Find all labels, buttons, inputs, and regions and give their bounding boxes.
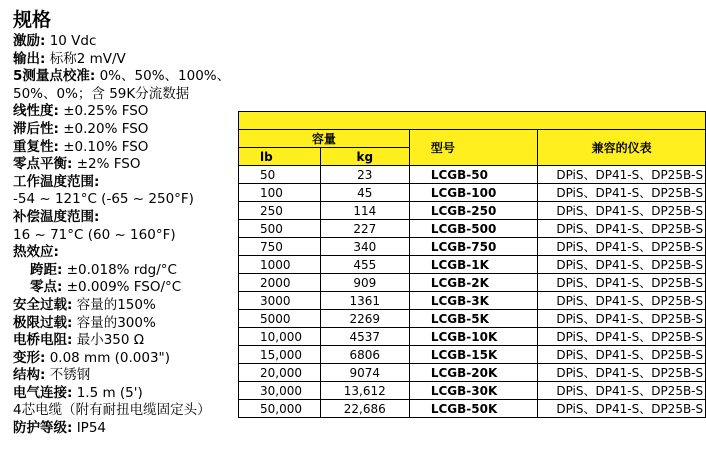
spec-value: 10 Vdc bbox=[49, 33, 97, 49]
spec-label: 激励: bbox=[13, 33, 46, 49]
compat-cell: DPiS、DP41-S、DP25B-S bbox=[538, 328, 706, 346]
spec-label: 零点平衡: bbox=[13, 156, 73, 173]
compat-cell: DPiS、DP41-S、DP25B-S bbox=[538, 310, 706, 328]
spec-line bbox=[13, 385, 253, 403]
table-row bbox=[239, 382, 706, 400]
model-cell: LCGB-50 bbox=[409, 166, 538, 184]
model-header: 型号 bbox=[409, 130, 538, 166]
model-cell: LCGB-500 bbox=[409, 220, 538, 238]
spec-value: ±0.20% FSO bbox=[63, 120, 149, 137]
table-banner-cell bbox=[239, 112, 706, 130]
model-cell: LCGB-1K bbox=[409, 256, 538, 274]
kg-cell: 4537 bbox=[320, 328, 409, 346]
spec-label: 滞后性: bbox=[13, 120, 59, 137]
spec-value: 50%、0%；含 59K分流数据 bbox=[13, 85, 190, 102]
kg-cell: 340 bbox=[320, 238, 409, 256]
table-row bbox=[239, 238, 706, 256]
compat-cell: DPiS、DP41-S、DP25B-S bbox=[538, 364, 706, 382]
compat-cell: DPiS、DP41-S、DP25B-S bbox=[538, 202, 706, 220]
table-row bbox=[239, 364, 706, 382]
model-cell: LCGB-30K bbox=[409, 382, 538, 400]
kg-cell: 45 bbox=[320, 184, 409, 202]
spec-label: 工作温度范围: bbox=[13, 173, 100, 190]
compat-header: 兼容的仪表 bbox=[538, 130, 706, 166]
model-cell: LCGB-750 bbox=[409, 238, 538, 256]
table-row bbox=[239, 220, 706, 238]
spec-list bbox=[13, 33, 253, 438]
lb-cell: 250 bbox=[239, 202, 321, 220]
lb-header: lb bbox=[239, 148, 321, 166]
spec-value: 4芯电缆（附有耐扭电缆固定头） bbox=[13, 402, 211, 419]
table-header-row bbox=[239, 130, 706, 148]
kg-cell: 6806 bbox=[320, 346, 409, 364]
spec-line bbox=[13, 174, 253, 192]
kg-cell: 2269 bbox=[320, 310, 409, 328]
spec-value: 0%、50%、100%、 bbox=[99, 68, 231, 85]
compat-cell: DPiS、DP41-S、DP25B-S bbox=[538, 382, 706, 400]
compat-cell: DPiS、DP41-S、DP25B-S bbox=[538, 256, 706, 274]
kg-cell: 9074 bbox=[320, 364, 409, 382]
spec-label: 线性度: bbox=[13, 103, 59, 120]
model-cell: LCGB-100 bbox=[409, 184, 538, 202]
spec-line bbox=[13, 191, 253, 209]
lb-cell: 3000 bbox=[239, 292, 321, 310]
table-row bbox=[239, 184, 706, 202]
spec-value: 容量的300% bbox=[76, 314, 156, 331]
spec-value: ±0.018% rdg/°C bbox=[66, 261, 177, 278]
spec-label: 5测量点校准: bbox=[13, 68, 96, 85]
lb-cell: 1000 bbox=[239, 256, 321, 274]
spec-value: 容量的150% bbox=[76, 296, 156, 313]
spec-label: 电气连接: bbox=[13, 384, 73, 401]
table-row bbox=[239, 310, 706, 328]
kg-cell: 23 bbox=[320, 166, 409, 184]
spec-line bbox=[13, 209, 253, 227]
compat-cell: DPiS、DP41-S、DP25B-S bbox=[538, 238, 706, 256]
compat-cell: DPiS、DP41-S、DP25B-S bbox=[538, 400, 706, 418]
spec-line bbox=[13, 315, 253, 333]
spec-line bbox=[13, 51, 253, 69]
spec-label: 重复性: bbox=[13, 138, 59, 155]
kg-cell: 227 bbox=[320, 220, 409, 238]
spec-line bbox=[13, 103, 253, 121]
spec-value: ±0.009% FSO/°C bbox=[66, 279, 182, 296]
lb-cell: 750 bbox=[239, 238, 321, 256]
model-cell: LCGB-250 bbox=[409, 202, 538, 220]
spec-value: 16 ~ 71°C (60 ~ 160°F) bbox=[13, 226, 176, 243]
lb-cell: 50,000 bbox=[239, 400, 321, 418]
model-cell: LCGB-20K bbox=[409, 364, 538, 382]
spec-line bbox=[13, 262, 253, 280]
lb-cell: 50 bbox=[239, 166, 321, 184]
table-row bbox=[239, 166, 706, 184]
model-cell: LCGB-15K bbox=[409, 346, 538, 364]
spec-value: ±0.25% FSO bbox=[63, 103, 149, 120]
table-row bbox=[239, 202, 706, 220]
spec-line bbox=[13, 350, 253, 368]
model-table bbox=[238, 111, 706, 418]
table-banner-row bbox=[239, 112, 706, 130]
spec-value: 0.08 mm (0.003") bbox=[49, 349, 171, 366]
compat-cell: DPiS、DP41-S、DP25B-S bbox=[538, 292, 706, 310]
lb-cell: 30,000 bbox=[239, 382, 321, 400]
capacity-header: 容量 bbox=[239, 130, 410, 148]
compat-cell: DPiS、DP41-S、DP25B-S bbox=[538, 274, 706, 292]
spec-value: ±0.10% FSO bbox=[63, 138, 149, 155]
lb-cell: 20,000 bbox=[239, 364, 321, 382]
lb-cell: 100 bbox=[239, 184, 321, 202]
table-row bbox=[239, 328, 706, 346]
spec-label: 热效应: bbox=[13, 244, 59, 261]
table-row bbox=[239, 400, 706, 418]
spec-label: 防护等级: bbox=[13, 420, 73, 437]
lb-cell: 5000 bbox=[239, 310, 321, 328]
compat-cell: DPiS、DP41-S、DP25B-S bbox=[538, 184, 706, 202]
spec-label: 安全过载: bbox=[13, 296, 73, 313]
spec-value: 1.5 m (5') bbox=[76, 384, 143, 401]
compat-cell: DPiS、DP41-S、DP25B-S bbox=[538, 166, 706, 184]
spec-line bbox=[13, 244, 253, 262]
table-row bbox=[239, 256, 706, 274]
spec-title: 规格 bbox=[13, 9, 52, 31]
spec-line bbox=[13, 139, 253, 157]
spec-label: 结构: bbox=[13, 367, 46, 384]
spec-line bbox=[13, 402, 253, 420]
lb-cell: 2000 bbox=[239, 274, 321, 292]
spec-value: IP54 bbox=[76, 420, 107, 437]
spec-line bbox=[13, 332, 253, 350]
kg-cell: 22,686 bbox=[320, 400, 409, 418]
kg-cell: 13,612 bbox=[320, 382, 409, 400]
lb-cell: 15,000 bbox=[239, 346, 321, 364]
spec-value: 标称2 mV/V bbox=[49, 50, 126, 67]
model-cell: LCGB-50K bbox=[409, 400, 538, 418]
spec-value: 不锈钢 bbox=[49, 367, 91, 384]
model-table-container bbox=[238, 111, 706, 418]
spec-panel bbox=[13, 7, 253, 438]
compat-cell: DPiS、DP41-S、DP25B-S bbox=[538, 346, 706, 364]
spec-label: 电桥电阻: bbox=[13, 332, 73, 349]
spec-label: 跨距: bbox=[30, 261, 63, 278]
spec-line bbox=[13, 367, 253, 385]
kg-header: kg bbox=[320, 148, 409, 166]
kg-cell: 1361 bbox=[320, 292, 409, 310]
spec-line bbox=[13, 156, 253, 174]
kg-cell: 455 bbox=[320, 256, 409, 274]
model-cell: LCGB-3K bbox=[409, 292, 538, 310]
model-cell: LCGB-5K bbox=[409, 310, 538, 328]
spec-line bbox=[13, 420, 253, 438]
kg-cell: 909 bbox=[320, 274, 409, 292]
table-row bbox=[239, 346, 706, 364]
spec-label: 输出: bbox=[13, 50, 46, 67]
spec-label: 零点: bbox=[30, 279, 63, 296]
spec-line bbox=[13, 297, 253, 315]
model-cell: LCGB-10K bbox=[409, 328, 538, 346]
spec-line bbox=[13, 121, 253, 139]
lb-cell: 500 bbox=[239, 220, 321, 238]
spec-label: 变形: bbox=[13, 349, 46, 366]
kg-cell: 114 bbox=[320, 202, 409, 220]
table-row bbox=[239, 274, 706, 292]
spec-value: 最小350 Ω bbox=[76, 332, 145, 349]
spec-label: 极限过载: bbox=[13, 314, 73, 331]
spec-line bbox=[13, 279, 253, 297]
model-cell: LCGB-2K bbox=[409, 274, 538, 292]
table-row bbox=[239, 292, 706, 310]
spec-label: 补偿温度范围: bbox=[13, 208, 100, 225]
lb-cell: 10,000 bbox=[239, 328, 321, 346]
spec-value: -54 ~ 121°C (-65 ~ 250°F) bbox=[13, 191, 194, 208]
spec-line bbox=[13, 86, 253, 104]
compat-cell: DPiS、DP41-S、DP25B-S bbox=[538, 220, 706, 238]
spec-line bbox=[13, 68, 253, 86]
spec-value: ±2% FSO bbox=[76, 156, 141, 173]
spec-line bbox=[13, 33, 253, 51]
spec-line bbox=[13, 227, 253, 245]
